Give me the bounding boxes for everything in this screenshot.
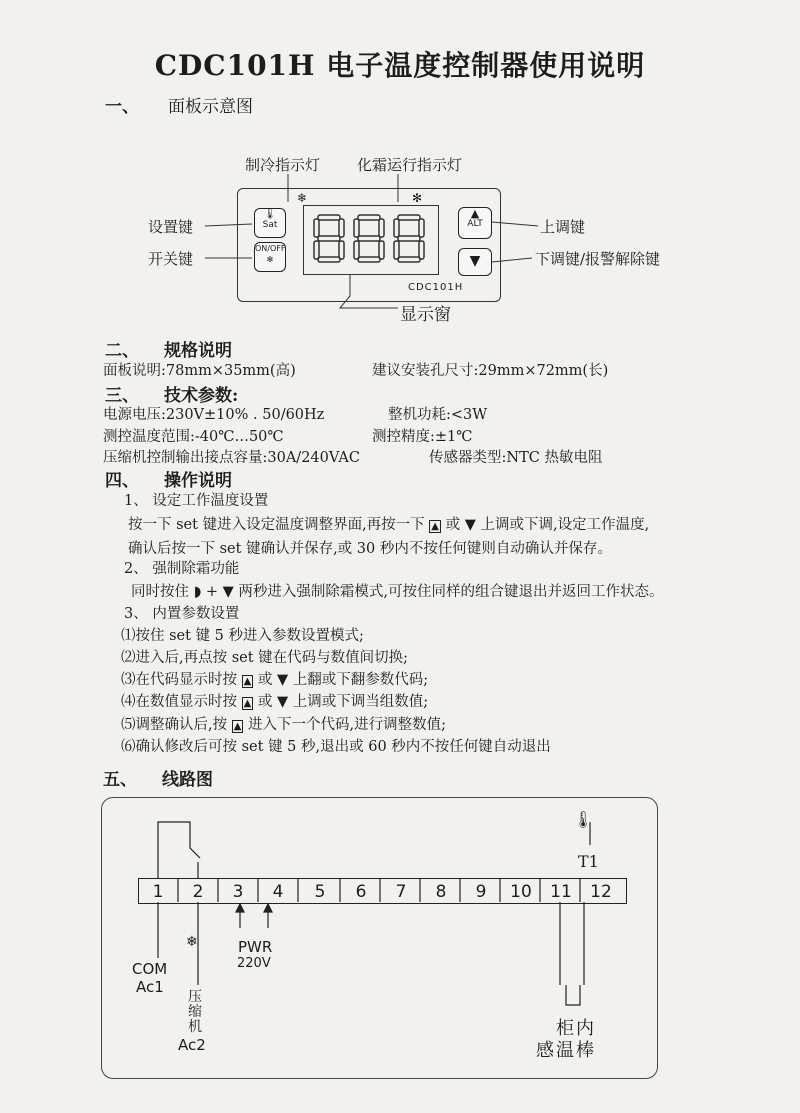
power-key-label: 开关键	[148, 250, 194, 268]
terminal-4: 4	[272, 882, 284, 902]
op-1-line-2: 确认后按一下 set 键确认并保存,或 30 秒内不按任何键则自动确认并保存。	[128, 541, 612, 557]
ac1-label: Ac1	[136, 978, 164, 996]
down-arrow-icon: ▼	[277, 672, 289, 688]
param-step-4-b: 或	[257, 694, 273, 710]
section-5-title: 线路图	[162, 770, 213, 790]
op-2-title: 2、 强制除霜功能	[124, 561, 240, 577]
document-title: CDC101H 电子温度控制器使用说明	[154, 49, 646, 82]
section-1-number: 一、	[105, 97, 139, 117]
section-2-title: 规格说明	[164, 341, 232, 361]
set-key-text: Sat	[262, 220, 278, 230]
terminal-10: 10	[510, 882, 532, 902]
op-2-text-b: +	[205, 584, 219, 600]
section-2-number: 二、	[105, 341, 139, 361]
section-4-title: 操作说明	[164, 471, 232, 491]
alt-up-icon: ▲	[431, 521, 439, 532]
tech-output: 压缩机控制输出接点容量:30A/240VAC	[103, 450, 360, 466]
op-1-title: 1、 设定工作温度设置	[124, 493, 269, 509]
down-arrow-icon: ▼	[222, 584, 234, 600]
power-label: PWR	[238, 938, 273, 956]
down-key-label: 下调键/报警解除键	[535, 250, 661, 268]
thermometer-icon: 🌡	[573, 810, 594, 829]
op-1-text-b: 或	[445, 517, 461, 533]
section-4-number: 四、	[105, 471, 139, 491]
panel-model-label: CDC101H	[408, 282, 464, 293]
op-2-text-c: 两秒进入强制除霜模式,可按住同样的组合键退出并返回工作状态。	[238, 584, 664, 600]
arrow-up-key-icon: ▲	[470, 207, 480, 220]
spec-panel-size: 面板说明:78mm×35mm(高)	[103, 363, 296, 379]
param-step-3-b: 或	[257, 672, 273, 688]
terminal-5: 5	[314, 882, 326, 902]
op-1-text-c: 上调或下调,设定工作温度,	[480, 517, 650, 533]
param-step-3-a: ⑶在代码显示时按	[121, 672, 237, 688]
terminal-6: 6	[355, 882, 367, 902]
compressor-label: 压缩机	[188, 989, 202, 1035]
op-1-text-a: 按一下 set 键进入设定温度调整界面,再按一下	[128, 517, 425, 533]
param-step-4-a: ⑷在数值显示时按	[121, 694, 237, 710]
arrow-down-key-icon: ▼	[469, 253, 481, 269]
sensor-t1-label: T1	[578, 852, 599, 871]
defrost-indicator-icon: ✻	[412, 191, 423, 205]
section-1-title: 面板示意图	[168, 97, 253, 117]
alt-key-text: ALT	[467, 219, 483, 229]
set-key-label: 设置键	[148, 218, 194, 236]
spec-hole-size: 建议安装孔尺寸:29mm×72mm(长)	[372, 363, 609, 379]
tech-precision: 测控精度:±1℃	[372, 429, 473, 445]
param-step-6: ⑹确认修改后可按 set 键 5 秒,退出或 60 秒内不按任何键自动退出	[121, 739, 551, 755]
alt-up-icon: ▲	[243, 698, 252, 709]
power-key-text: ON/OFF	[255, 244, 286, 253]
thermometer-icon: 🌡	[263, 209, 277, 220]
display-window-label: 显示窗	[400, 305, 451, 325]
tech-voltage: 电源电压:230V±10% . 50/60Hz	[103, 407, 325, 423]
param-step-2: ⑵进入后,再点按 set 键在代码与数值间切换;	[121, 650, 409, 666]
probe-label-line-2: 感温棒	[536, 1040, 596, 1061]
down-arrow-icon: ▼	[277, 694, 289, 710]
terminal-8: 8	[435, 882, 447, 902]
tech-range: 测控温度范围:-40℃…50℃	[103, 429, 284, 445]
alt-up-icon: ▲	[243, 676, 252, 687]
param-step-1: ⑴按住 set 键 5 秒进入参数设置模式;	[121, 628, 364, 644]
param-step-4-c: 上调或下调当组数值;	[292, 694, 429, 710]
down-arrow-icon: ▼	[464, 517, 476, 533]
defrost-indicator-label: 化霜运行指示灯	[357, 156, 463, 174]
defrost-icon: ✻	[266, 255, 274, 264]
voltage-label: 220V	[237, 956, 271, 971]
terminal-11: 11	[550, 882, 572, 902]
ac2-label: Ac2	[178, 1036, 206, 1054]
terminal-2: 2	[192, 882, 204, 902]
op-3-title: 3、 内置参数设置	[124, 606, 240, 622]
section-3-title: 技术参数:	[164, 386, 239, 406]
param-step-5-a: ⑸调整确认后,按	[121, 717, 228, 733]
probe-label-line-1: 柜内	[556, 1018, 596, 1039]
op-2-text-a: 同时按住	[131, 584, 189, 600]
cooling-indicator-label: 制冷指示灯	[245, 156, 321, 174]
terminal-12: 12	[590, 882, 612, 902]
tech-sensor: 传感器类型:NTC 热敏电阻	[429, 450, 603, 466]
snowflake-icon: ❄	[186, 934, 198, 950]
defrost-key-icon: ◗	[193, 584, 202, 600]
section-3-number: 三、	[105, 386, 139, 406]
alt-up-icon: ▲	[233, 721, 242, 732]
terminal-9: 9	[475, 882, 487, 902]
snowflake-icon: ❄	[297, 191, 308, 205]
param-step-5-b: 进入下一个代码,进行调整数值;	[248, 717, 447, 733]
up-key-label: 上调键	[540, 218, 586, 236]
terminal-1: 1	[152, 882, 164, 902]
terminal-3: 3	[232, 882, 244, 902]
terminal-7: 7	[395, 882, 407, 902]
param-step-3-c: 上翻或下翻参数代码;	[292, 672, 429, 688]
com-label: COM	[132, 960, 168, 978]
section-5-number: 五、	[103, 770, 137, 790]
tech-power: 整机功耗:<3W	[388, 407, 488, 423]
